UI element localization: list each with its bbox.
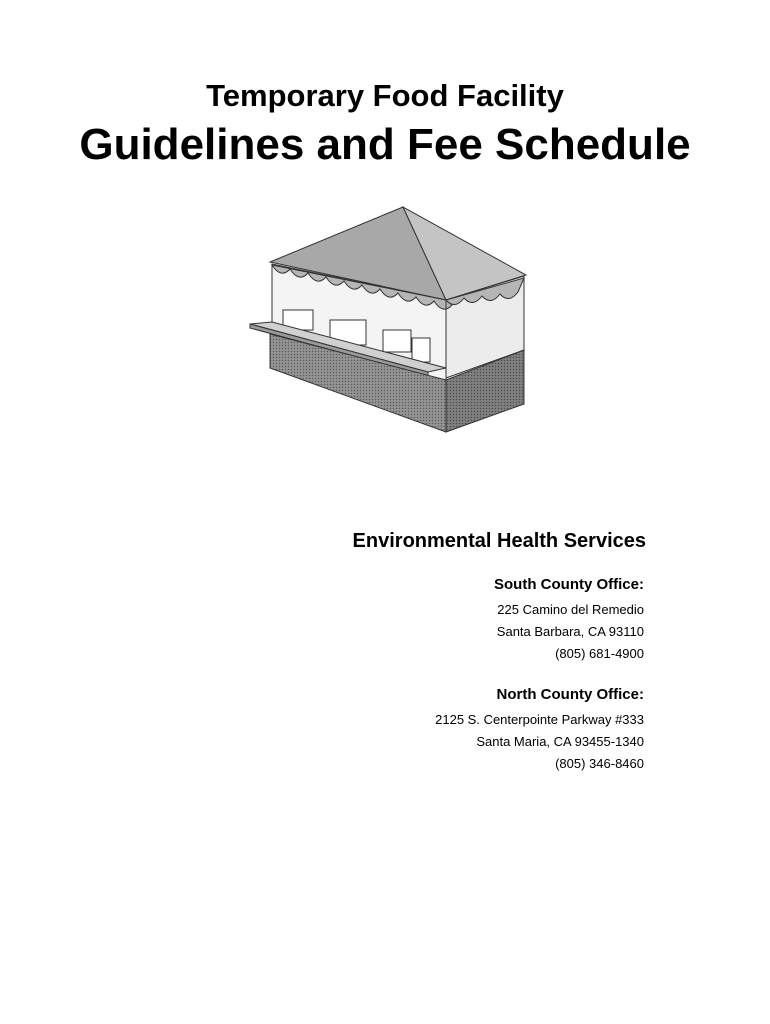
south-office-phone: (805) 681-4900 xyxy=(555,646,644,661)
south-office-address2: Santa Barbara, CA 93110 xyxy=(496,624,644,639)
document-title-line1: Temporary Food Facility xyxy=(206,78,564,113)
north-office-address1: 2125 S. Centerpointe Parkway #333 xyxy=(435,712,644,727)
food-booth-tent-icon xyxy=(240,200,540,440)
south-county-office xyxy=(494,576,644,665)
south-office-title: South County Office: xyxy=(494,576,644,593)
north-office-address2: Santa Maria, CA 93455-1340 xyxy=(476,734,644,749)
north-office-title: North County Office: xyxy=(496,686,644,703)
document-title-line2: Guidelines and Fee Schedule xyxy=(79,120,691,169)
department-name: Environmental Health Services xyxy=(352,530,646,552)
north-office-phone: (805) 346-8460 xyxy=(555,756,644,771)
south-office-address1: 225 Camino del Remedio xyxy=(497,602,644,617)
north-county-office xyxy=(435,686,644,775)
